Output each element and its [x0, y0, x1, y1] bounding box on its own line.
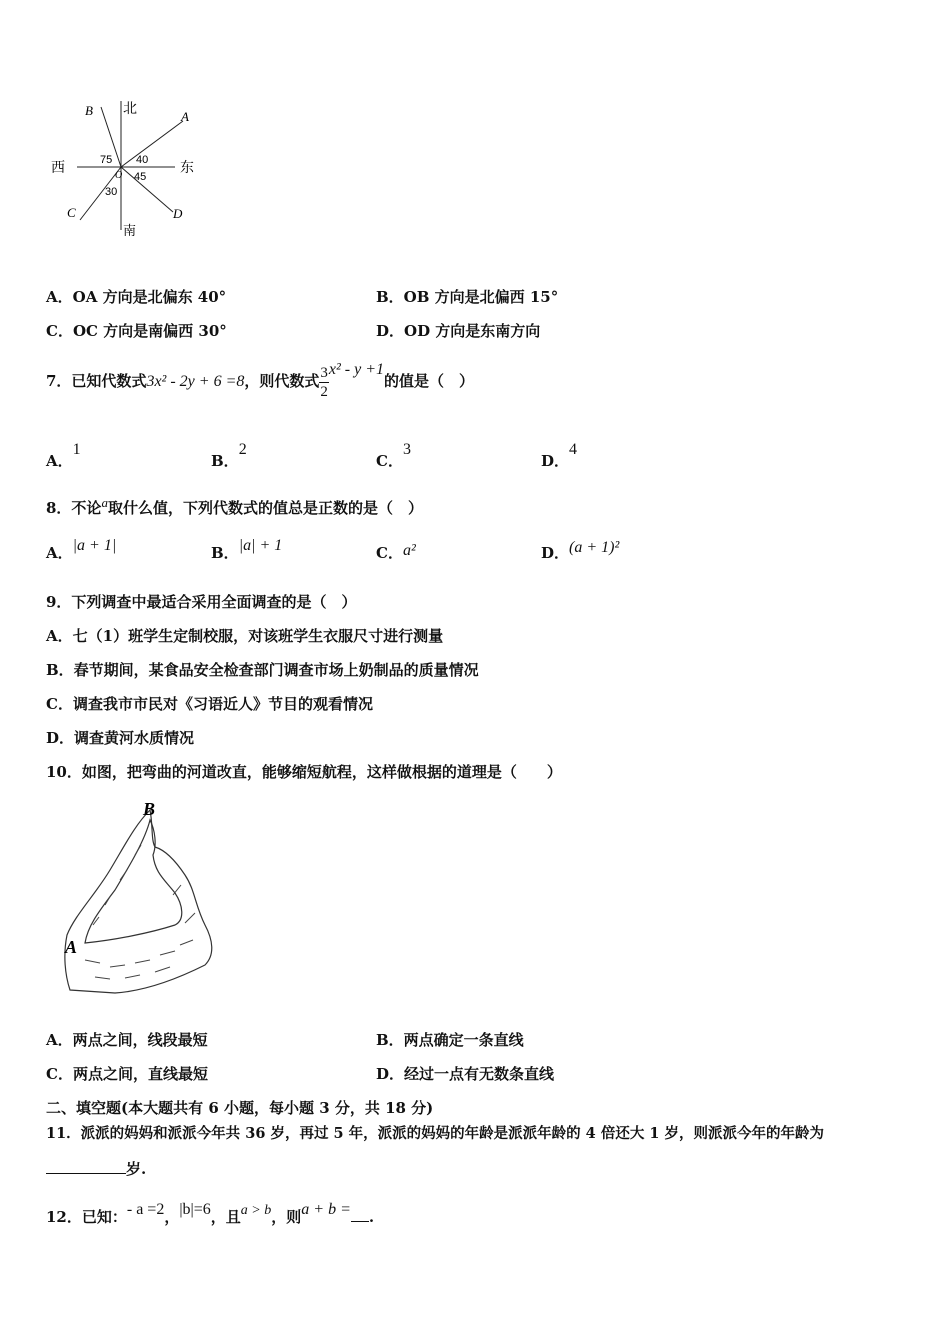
q9-stem: 9．下列调查中最适合采用全面调查的是（ ）	[46, 593, 357, 611]
point-b-label: B	[85, 103, 93, 118]
q8-option-b-value: |a| + 1	[238, 537, 283, 554]
q6-option-d: D．OD 方向是东南方向	[376, 322, 541, 340]
origin-label: O	[115, 170, 123, 181]
q10-option-d: D．经过一点有无数条直线	[376, 1065, 555, 1083]
q9-option-b: B．春节期间，某食品安全检查部门调查市场上奶制品的质量情况	[46, 661, 479, 679]
q8-stem: 8．不论a取什么值，下列代数式的值总是正数的是（ ）	[46, 495, 423, 517]
q10-option-c: C．两点之间，直线最短	[46, 1065, 208, 1083]
west-label: 西	[51, 160, 65, 176]
river-figure	[55, 795, 225, 1000]
q7-mid: ，则代数式	[244, 372, 320, 390]
angle-30-label: 30	[105, 186, 118, 198]
q8-option-b: B．|a| + 1	[211, 537, 283, 562]
q9-option-a: A．七（1）班学生定制校服，对该班学生衣服尺寸进行测量	[46, 627, 444, 645]
q10-option-a: A．两点之间，线段最短	[46, 1031, 208, 1049]
q8-option-d: D．(a + 1)²	[541, 539, 620, 562]
q7-expression-1: 3x² - 2y + 6 =8	[146, 373, 245, 390]
q7-fraction	[319, 364, 329, 401]
q7-stem	[46, 360, 474, 403]
q11-stem: 11．派派的妈妈和派派今年共 36 岁，再过 5 年，派派的妈妈的年龄是派派年龄的 4 倍还大 1 岁，则派派今年的年龄为	[46, 1125, 825, 1142]
q8-option-d-value: (a + 1)²	[569, 539, 620, 556]
q9-option-c: C．调查我市市民对《习语近人》节目的观看情况	[46, 695, 373, 713]
south-label: 南	[123, 224, 137, 239]
q8-option-c-value: a²	[402, 542, 416, 559]
q8-option-c: C．a²	[376, 542, 416, 562]
q7-suffix: 的值是（ ）	[384, 372, 475, 390]
q6-option-b: B．OB 方向是北偏西 15°	[376, 288, 559, 306]
point-d-label: D	[173, 206, 183, 221]
q7-option-a-value: 1	[72, 441, 81, 458]
q9-option-d: D．调查黄河水质情况	[46, 729, 195, 747]
angle-75-label: 75	[100, 154, 113, 166]
q11-blank[interactable]	[46, 1159, 126, 1174]
q7-option-b: B．2	[211, 441, 247, 470]
q6-option-c: C．OC 方向是南偏西 30°	[46, 322, 227, 340]
point-b-label: B	[143, 799, 156, 819]
east-label: 东	[180, 160, 194, 176]
q8-option-a: A．|a + 1|	[46, 537, 117, 562]
q10-option-b: B．两点确定一条直线	[376, 1031, 524, 1049]
north-label: 北	[123, 101, 137, 117]
q8-option-a-value: |a + 1|	[72, 537, 117, 554]
q12-stem: 12．已知：- a =2，|b|=6，且a > b，则a + b = .	[46, 1201, 375, 1226]
q12-blank[interactable]	[351, 1207, 369, 1222]
angle-45-label: 45	[134, 171, 147, 183]
q7-option-a: A．1	[46, 441, 81, 470]
q7-fraction-den: 2	[320, 383, 328, 400]
point-c-label: C	[67, 205, 76, 220]
q11-answer-line: 岁.	[46, 1158, 146, 1179]
q12-expr-3: a > b	[240, 1203, 272, 1218]
q7-option-d-value: 4	[569, 441, 578, 458]
point-a-label: A	[65, 937, 78, 957]
q7-option-d: D．4	[541, 441, 578, 470]
q7-expression-2: x² - y +1	[328, 361, 385, 378]
point-a-label: A	[181, 109, 189, 124]
compass-figure	[45, 95, 210, 240]
q6-option-a: A．OA 方向是北偏东 40°	[46, 288, 227, 306]
q12-expr-2: |b|=6	[179, 1201, 211, 1218]
angle-40-label: 40	[136, 154, 149, 166]
q12-expr-4: a + b =	[301, 1201, 351, 1218]
q7-option-b-value: 2	[238, 441, 247, 458]
q10-stem: 10．如图，把弯曲的河道改直，能够缩短航程，这样做根据的道理是（ ）	[46, 763, 562, 781]
q7-fraction-num: 3	[320, 364, 328, 381]
section-2-title: 二、填空题(本大题共有 6 小题，每小题 3 分，共 18 分)	[46, 1099, 434, 1117]
q7-prefix: 7．已知代数式	[46, 372, 147, 390]
q12-expr-1: - a =2	[126, 1201, 165, 1218]
q7-option-c-value: 3	[402, 441, 411, 458]
q8-variable: a	[101, 495, 108, 510]
q7-option-c: C．3	[376, 441, 411, 470]
